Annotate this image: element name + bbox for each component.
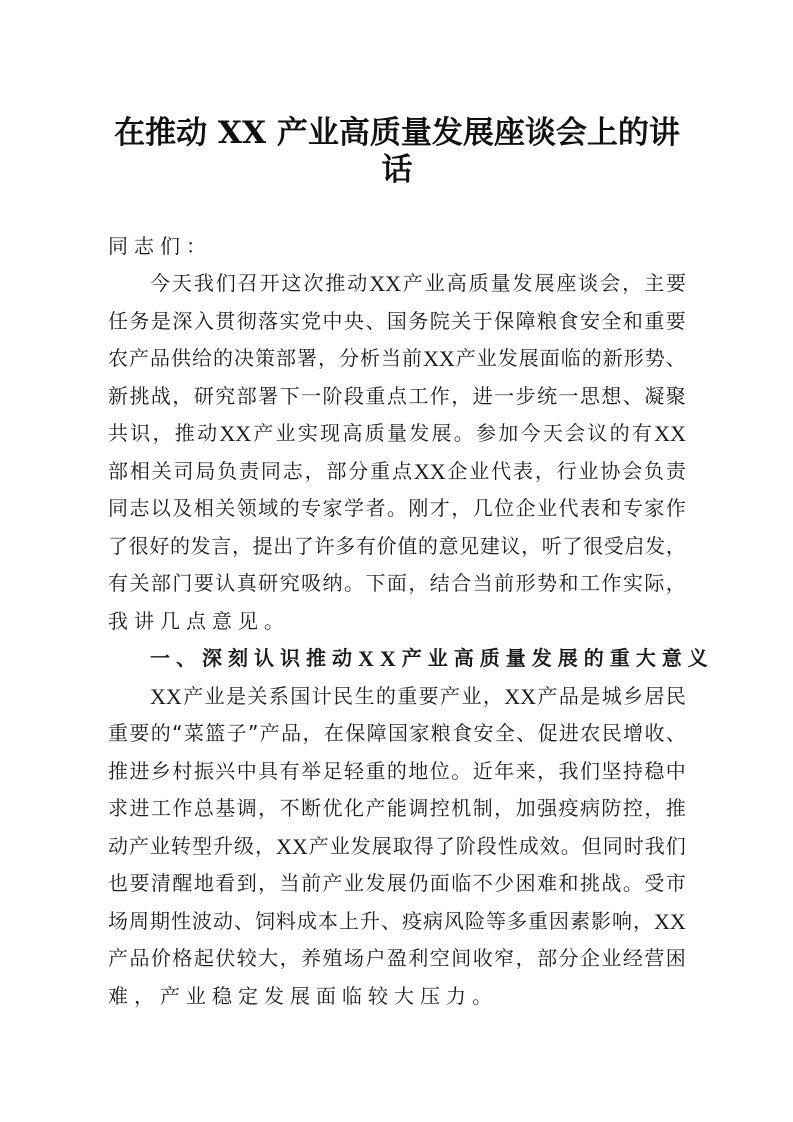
body-text-line: 求 进 工 作 总 基 调 ， 不 断 优 化 产 能 调 控 机 制 ， 加 强 疫 病 防 控 ， 推 xyxy=(108,796,686,820)
body-text-line: 共 识 ， 推 动 XX 产 业 实 现 高 质 量 发 展 。 参 加 今 天 会 议 的 有 XX xyxy=(108,421,686,446)
body-text-line: 今 天 我 们 召 开 这 次 推 动 XX 产 业 高 质 量 发 展 座 谈 会 ， 主 要 xyxy=(150,271,686,296)
body-text-line: 农 产 品 供 给 的 决 策 部 署 ， 分 析 当 前 XX 产 业 发 展 面 临 的 新 形 势 、 xyxy=(108,346,686,371)
body-text-line: 重 要 的 “ 菜 篮 子 ” 产 品 ， 在 保 障 国 家 粮 食 安 全 、 促 进 农 民 增 收 、 xyxy=(108,721,686,745)
body-text-line: 场 周 期 性 波 动 、 饲 料 成 本 上 升 、 疫 病 风 险 等 多 重 因 素 影 响 ， XX xyxy=(108,908,686,934)
body-text-line: 有 关 部 门 要 认 真 研 究 吸 纳 。 下 面 ， 结 合 当 前 形 势 和 工 作 实 际 ， xyxy=(108,571,686,595)
body-text-line: 产 品 价 格 起 伏 较 大 ， 养 殖 场 户 盈 利 空 间 收 窄 ， 部 分 企 业 经 营 困 xyxy=(108,946,686,970)
document-title-line-1: 在推动 XX 产业高质量发展座谈会上的讲 xyxy=(114,115,680,151)
body-text-line: 我 讲 几 点 意 见 。 xyxy=(108,608,290,633)
body-text-line: 任 务 是 深 入 贯 彻 落 实 党 中 央 、 国 务 院 关 于 保 障 粮 食 安 全 和 重 要 xyxy=(108,308,686,333)
body-text-line: 也 要 清 醒 地 看 到 ， 当 前 产 业 发 展 仍 面 临 不 少 困 难 和 挑 战 。 受 市 xyxy=(108,871,686,895)
section-heading: 一 、 深 刻 认 识 推 动 XX 产 业 高 质 量 发 展 的 重 大 意 义 xyxy=(150,646,714,671)
body-text-line: 难 ， 产 业 稳 定 发 展 面 临 较 大 压 力 。 xyxy=(108,983,498,1008)
body-text-line: 动 产 业 转 型 升 级 ， XX 产 业 发 展 取 得 了 阶 段 性 成 效 。 但 同 时 我 们 xyxy=(108,833,686,859)
body-text-line: 推 进 乡 村 振 兴 中 具 有 举 足 轻 重 的 地 位 。 近 年 来 ， 我 们 坚 持 稳 中 xyxy=(108,758,686,783)
document-title-line-2: 话 xyxy=(381,152,413,188)
body-text-line: 同 志 以 及 相 关 领 域 的 专 家 学 者 。 刚 才 ， 几 位 企 业 代 表 和 专 家 作 xyxy=(108,496,686,520)
salutation: 同志们： xyxy=(108,234,212,258)
body-text-line: 部 相 关 司 局 负 责 同 志 ， 部 分 重 点 XX 企 业 代 表 ， 行 业 协 会 负 责 xyxy=(108,458,686,484)
body-text-line: XX 产 业 是 关 系 国 计 民 生 的 重 要 产 业 ， XX 产 品 是 城 乡 居 民 xyxy=(150,683,686,709)
body-text-line: 新 挑 战 ， 研 究 部 署 下 一 阶 段 重 点 工 作 ， 进 一 步 统 一 思 想 、 凝 聚 xyxy=(108,383,686,408)
body-text-line: 了 很 好 的 发 言 ， 提 出 了 许 多 有 价 值 的 意 见 建 议 ， 听 了 很 受 启 发 ， xyxy=(108,533,686,558)
